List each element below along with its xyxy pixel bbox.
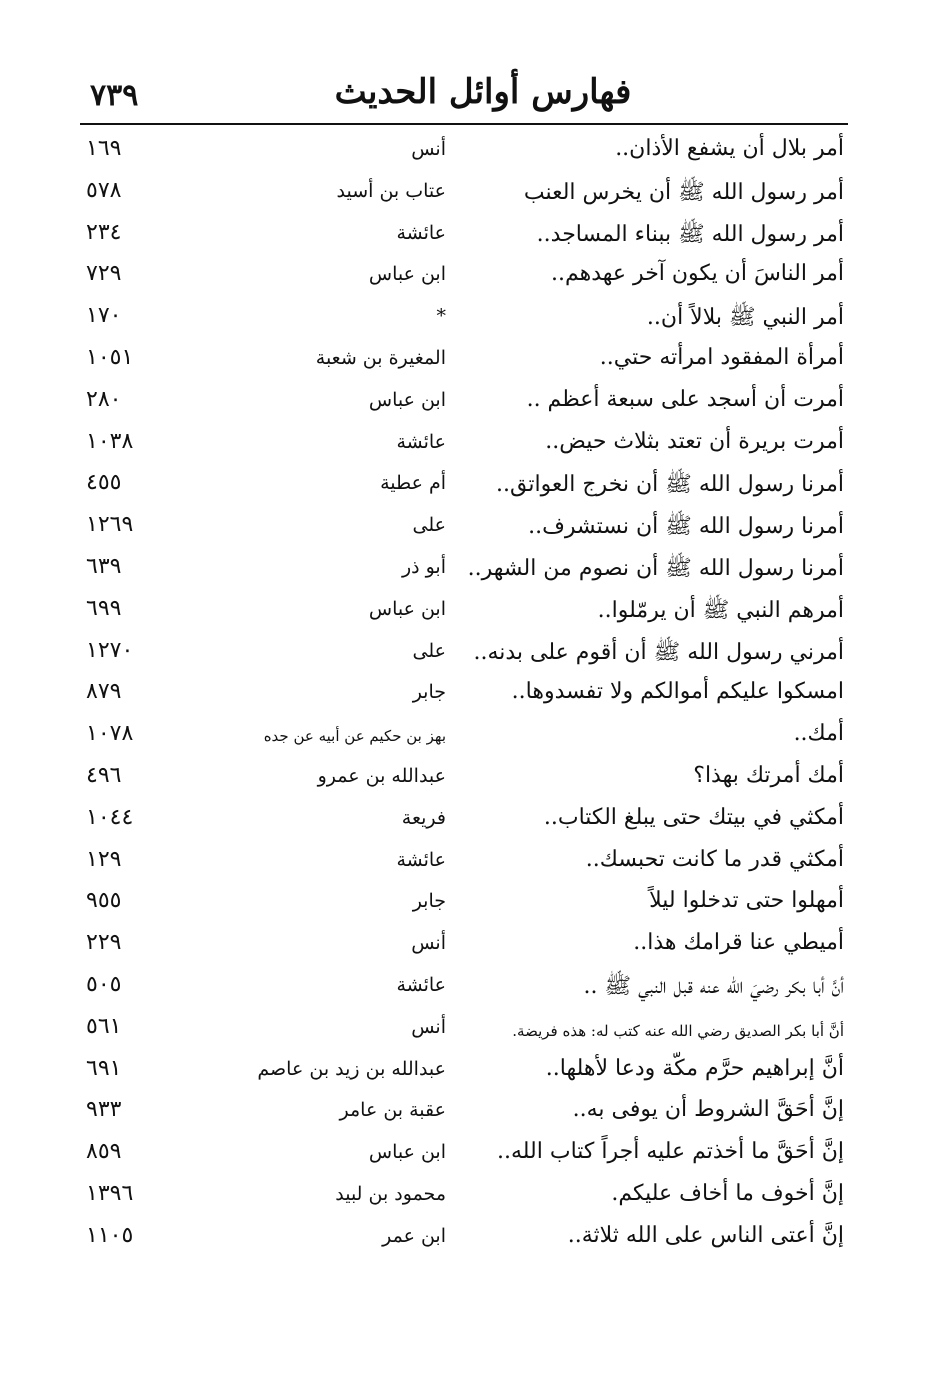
narrator-name: عبدالله بن زيد بن عاصم [257,1057,446,1080]
hadith-number: ١٦٩ [86,136,122,161]
index-row [0,968,934,1010]
index-row [0,1052,934,1094]
index-row [0,383,934,425]
hadith-number: ١٢٧٠ [86,637,134,663]
narrator-name: عتاب بن أسيد [336,179,446,202]
narrator-name: ابن عمر [382,1224,446,1247]
index-row [0,425,934,467]
narrator-name: أنس [411,138,446,160]
index-row [0,466,934,508]
narrator-name: أبو ذر [401,555,446,578]
narrator-name: ابن عباس [368,388,446,411]
index-row [0,550,934,592]
hadith-number: ٥٠٥ [86,971,122,997]
index-row [0,1010,934,1052]
narrator-name: عبدالله بن عمرو [317,764,446,787]
hadith-number: ١٣٩٦ [86,1180,134,1206]
hadith-number: ٧٢٩ [86,261,122,287]
hadith-opening-text: إنَّ أخوف ما أخاف عليكم. [611,1180,844,1206]
index-row [0,508,934,550]
hadith-opening-text: أمرت أن أسجد على سبعة أعظم .. [526,386,844,412]
hadith-opening-text: أنَّ أبا بكر الصديق رضي الله عنه كتب له: هذه فريضة. [512,1021,844,1040]
index-row [0,801,934,843]
index-row [0,592,934,634]
narrator-name: جابر [412,681,446,704]
index-row [0,1177,934,1219]
narrator-name: جابر [412,890,446,913]
hadith-number: ٨٧٩ [86,679,122,705]
index-row [0,675,934,717]
index-row [0,1093,934,1135]
narrator-name: المغيرة بن شعبة [315,346,446,369]
hadith-opening-text: أمرأة المفقود امرأته حتي.. [599,344,844,370]
hadith-number: ٤٩٦ [86,762,122,788]
narrator-name: عائشة [396,430,446,453]
index-row [0,257,934,299]
hadith-number: ٦٩٩ [86,595,122,621]
hadith-number: ٩٥٥ [86,888,122,914]
hadith-opening-text: امسكوا عليكم أموالكم ولا تفسدوها.. [511,679,844,705]
index-row [0,132,934,174]
hadith-number: ١١٠٥ [86,1222,134,1248]
hadith-opening-text: أمرهم النبي ﷺ أن يرمّلوا.. [597,597,844,623]
index-row [0,884,934,926]
narrator-name: أنس [411,932,446,955]
narrator-name: ابن عباس [368,1141,446,1164]
narrator-name: محمود بن لبيد [335,1182,446,1205]
narrator-name: ابن عباس [368,263,446,286]
narrator-name: على [412,639,446,662]
hadith-number: ٢٣٤ [86,219,122,245]
hadith-opening-text: أمكثي في بيتك حتى يبلغ الكتاب.. [543,804,844,830]
narrator-name: أم عطية [380,472,446,495]
narrator-name: على [412,514,446,537]
index-row [0,843,934,885]
hadith-opening-text: أنَّ أبا بكر رضيَ الله عنه قبل النبي ﷺ .. [583,973,844,999]
hadith-number: ٥٦١ [86,1013,122,1039]
hadith-number: ١٢٩ [86,846,122,872]
hadith-opening-text: أمر النبي ﷺ بلالاً أن.. [646,305,844,331]
index-row [0,174,934,216]
hadith-number: ٦٩١ [86,1055,122,1081]
index-row [0,299,934,341]
hadith-number: ١٠٤٤ [86,804,134,830]
hadith-opening-text: أمر رسول الله ﷺ ببناء المساجد.. [536,221,844,247]
index-row [0,634,934,676]
hadith-number: ٩٣٣ [86,1097,122,1123]
hadith-number: ١٧٠ [86,303,122,329]
hadith-number: ١٠٥١ [86,344,134,370]
index-row [0,1135,934,1177]
hadith-opening-text: أمرت بريرة أن تعتد بثلاث حيض.. [545,428,844,454]
hadith-index-list [0,132,934,1261]
header-rule [80,123,848,125]
hadith-opening-text: أمر الناسَ أن يكون آخر عهدهم.. [551,261,844,287]
page-header [78,72,848,124]
hadith-opening-text: أمرنا رسول الله ﷺ أن نستشرف.. [528,514,844,540]
hadith-opening-text: إنَّ أعتى الناس على الله ثلاثة.. [567,1222,844,1248]
hadith-number: ٤٥٥ [86,470,122,496]
hadith-opening-text: أمكثي قدر ما كانت تحبسك.. [585,846,844,872]
hadith-number: ٢٢٩ [86,930,122,956]
hadith-opening-text: أمك.. [793,721,844,747]
hadith-opening-text: إنَّ أحَقَّ ما أخذتم عليه أجراً كتاب الله.. [496,1139,844,1165]
page-title: فهارس أوائل الحديث [334,72,632,112]
index-row [0,1219,934,1261]
hadith-opening-text: أنَّ إبراهيم حرَّم مكّة ودعا لأهلها.. [545,1055,844,1081]
hadith-number: ١٠٧٨ [86,721,134,747]
narrator-name: عائشة [396,973,446,996]
hadith-opening-text: أمرنا رسول الله ﷺ أن نخرج العواتق.. [496,472,844,498]
narrator-name: بهز بن حكيم عن أبيه عن جده [263,727,446,746]
hadith-opening-text: أميطي عنا قرامك هذا.. [633,930,844,956]
narrator-name: أنس [411,1015,446,1038]
hadith-number: ٢٨٠ [86,386,122,412]
page-number: ٧٣٩ [90,78,139,113]
index-row [0,341,934,383]
hadith-number: ٨٥٩ [86,1139,122,1165]
narrator-name: عائشة [396,848,446,871]
index-row [0,216,934,258]
hadith-number: ١٠٣٨ [86,428,134,454]
narrator-name: * [436,305,446,328]
hadith-opening-text: أمر رسول الله ﷺ أن يخرس العنب [523,179,844,205]
hadith-opening-text: أمرنا رسول الله ﷺ أن نصوم من الشهر.. [467,555,844,581]
hadith-opening-text: إنَّ أحَقَّ الشروط أن يوفى به.. [572,1097,844,1123]
narrator-name: فريعة [401,806,446,829]
hadith-opening-text: أمك أمرتك بهذا؟ [693,762,844,788]
hadith-opening-text: أمر بلال أن يشفع الأذان.. [615,136,844,161]
narrator-name: عقبة بن عامر [339,1099,446,1122]
hadith-opening-text: أمهلوا حتى تدخلوا ليلاً [649,888,844,914]
narrator-name: عائشة [396,221,446,244]
index-row [0,717,934,759]
hadith-opening-text: أمرني رسول الله ﷺ أن أقوم على بدنه.. [473,639,844,665]
hadith-number: ١٢٦٩ [86,512,134,538]
narrator-name: ابن عباس [368,597,446,620]
hadith-number: ٥٧٨ [86,177,122,203]
hadith-number: ٦٣٩ [86,553,122,579]
index-row [0,926,934,968]
index-row [0,759,934,801]
